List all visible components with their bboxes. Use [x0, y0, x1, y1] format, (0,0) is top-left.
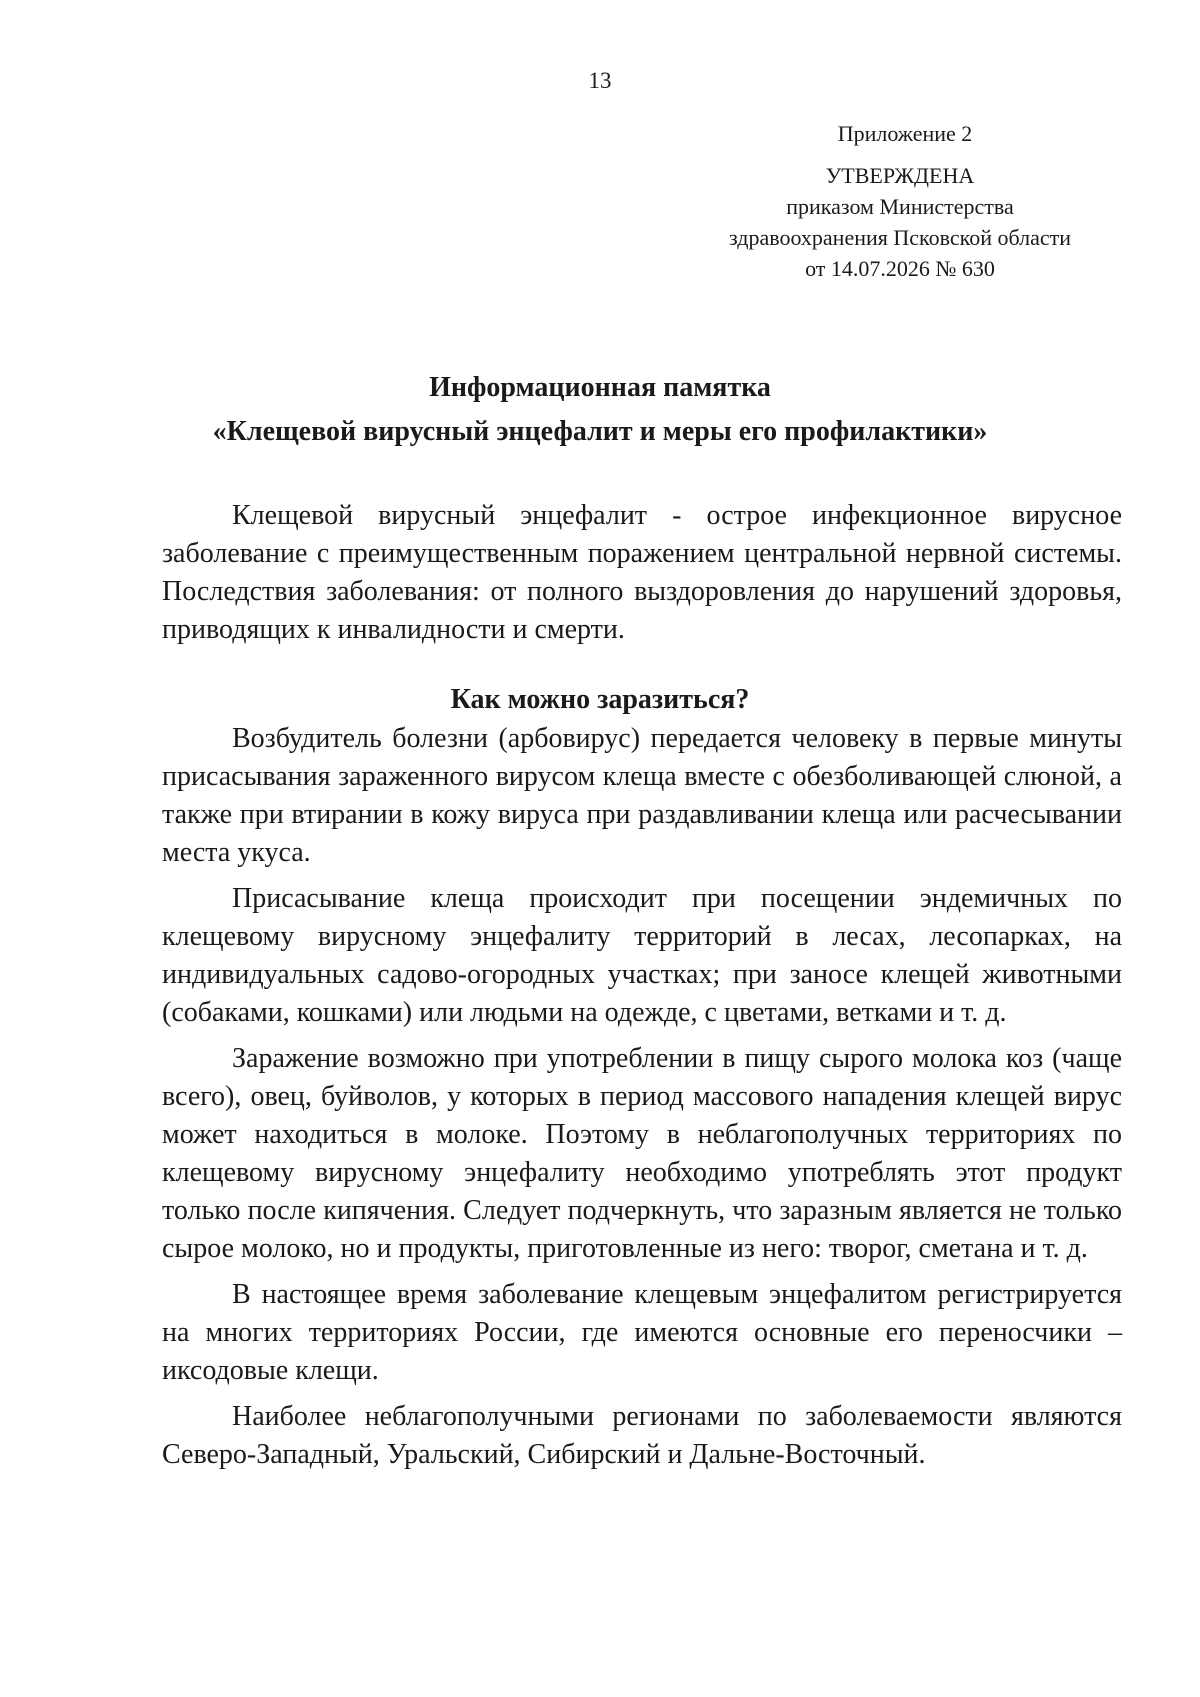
approved-label: УТВЕРЖДЕНА [825, 163, 975, 188]
paragraph: Заражение возможно при употреблении в пищу сырого молока коз (чаще всего), овец, буйволов, у которых в период массового нападения клещей вирус может находиться в молоке. Поэтому в неблагополучных территориях по клещевому вирусному энцефалиту необходимо употреблять этот продукт только после кипячения. Следует подчеркнуть, что заразным является не только сырое молоко, но и продукты, приготовленные из него: творог, сметана и т. д. [162, 1043, 1122, 1264]
approval-line-2: здравоохранения Псковской области [728, 225, 1072, 250]
document-title [0, 366, 1200, 454]
paragraph: Наиболее неблагополучными регионами по заболеваемости являются Северо-Западный, Уральский, Сибирский и Дальне-Восточный. [162, 1401, 1122, 1470]
title-line-2: «Клещевой вирусный энцефалит и меры его профилактики» [212, 416, 988, 447]
section-heading: Как можно заразиться? [450, 684, 750, 715]
approval-line-1: приказом Министерства [786, 194, 1014, 219]
appendix-label: Приложение 2 [837, 121, 973, 146]
intro-section [162, 497, 1122, 657]
approval-stamp-block [690, 118, 1110, 284]
body-section [162, 720, 1122, 1482]
paragraph: В настоящее время заболевание клещевым энцефалитом регистрируется на многих территориях России, где имеются основные его переносчики – иксодовые клещи. [162, 1279, 1122, 1386]
paragraph: Возбудитель болезни (арбовирус) передается человеку в первые минуты присасывания зараженного вирусом клеща вместе с обезболивающей слюной, а также при втирании в кожу вируса при раздавливании клеща или расчесывании места укуса. [162, 723, 1122, 868]
paragraph: Присасывание клеща происходит при посещении эндемичных по клещевому вирусному энцефалиту территорий в лесах, лесопарках, на индивидуальных садово-огородных участках; при заносе клещей животными (собаками, кошками) или людьми на одежде, с цветами, ветками и т. д. [162, 883, 1122, 1028]
page-number: 13 [588, 68, 612, 93]
intro-paragraph: Клещевой вирусный энцефалит - острое инфекционное вирусное заболевание с преимущественным поражением центральной нервной системы. Последствия заболевания: от полного выздоровления до нарушений здоровья, приводящих к инвалидности и смерти. [162, 500, 1122, 645]
title-line-1: Информационная памятка [429, 372, 771, 403]
approval-line-3: от 14.07.2026 № 630 [805, 256, 995, 281]
